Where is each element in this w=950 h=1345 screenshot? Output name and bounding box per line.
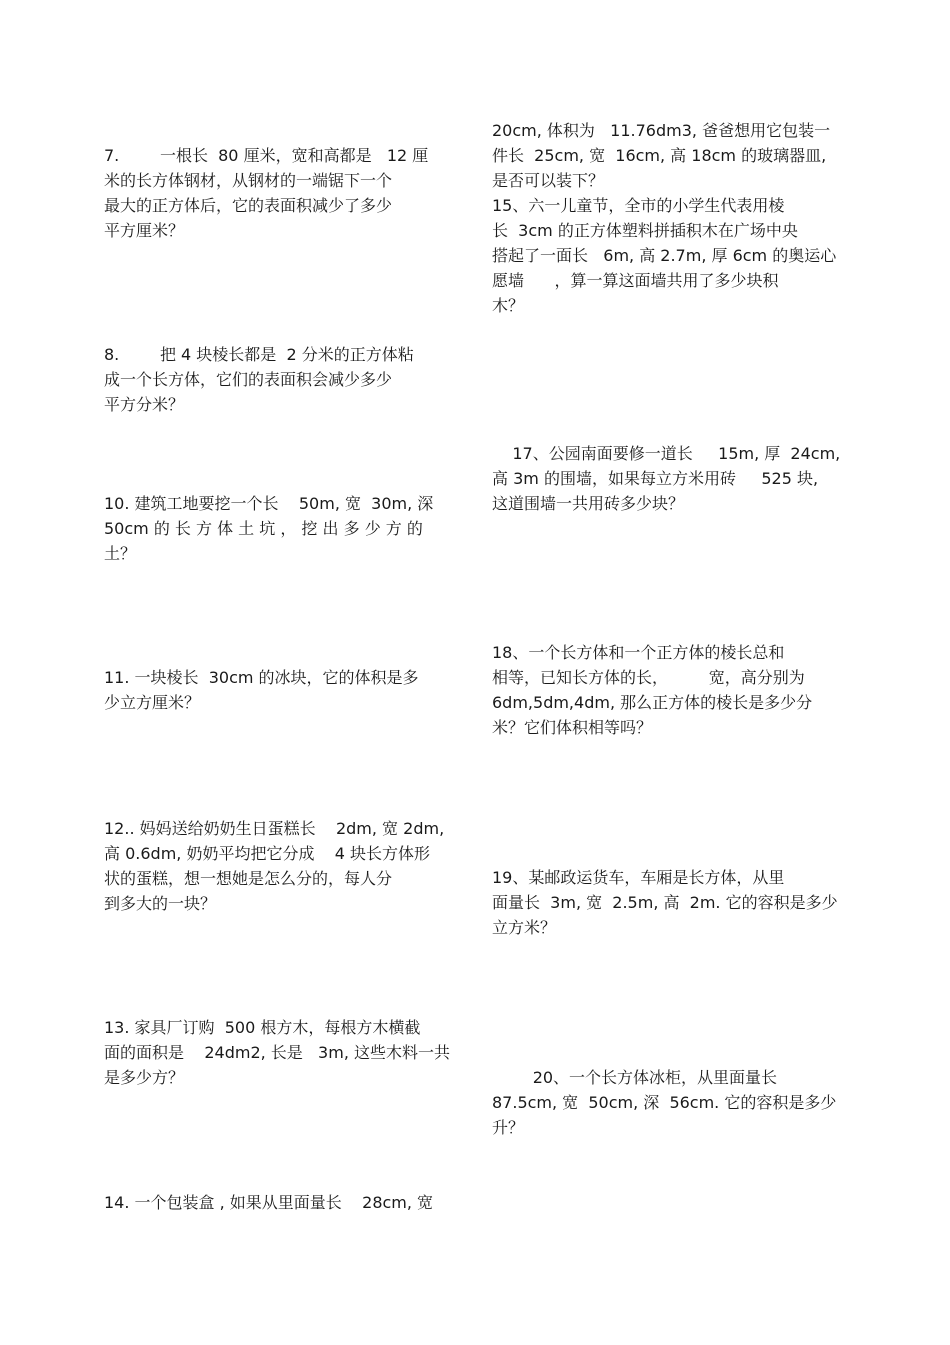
problem-line: 这道围墙一共用砖多少块？ <box>492 494 685 513</box>
problem-13 <box>104 1015 464 1090</box>
problem-line: 面的面积是 24dm2, 长是 3m, 这些木料一共 <box>104 1043 450 1062</box>
problem-line: 是否可以装下？ <box>492 171 605 190</box>
problem-line: 6dm,5dm,4dm, 那么正方体的棱长是多少分 <box>492 693 813 712</box>
problem-line: 8. 把 4 块棱长都是 2 分米的正方体粘 <box>104 345 414 364</box>
problem-18 <box>492 640 852 740</box>
problem-line: 14. 一个包装盒 , 如果从里面量长 28cm, 宽 <box>104 1193 434 1212</box>
problem-line: 件长 25cm, 宽 16cm, 高 18cm 的玻璃器皿, <box>492 146 827 165</box>
problem-line: 到多大的一块？ <box>104 894 217 913</box>
problem-12 <box>104 816 464 916</box>
problem-line: 18、一个长方体和一个正方体的棱长总和 <box>492 643 785 662</box>
problem-line: 平方厘米？ <box>104 221 185 240</box>
problem-line: 12.. 妈妈送给奶奶生日蛋糕长 2dm, 宽 2dm, <box>104 819 445 838</box>
problem-line: 立方米？ <box>492 918 557 937</box>
problem-line: 7. 一根长 80 厘米，宽和高都是 12 厘 <box>104 146 429 165</box>
problem-line: 米？它们体积相等吗？ <box>492 718 653 737</box>
problem-line: 11. 一块棱长 30cm 的冰块，它的体积是多 <box>104 668 419 687</box>
problem-14 <box>104 1190 464 1215</box>
problem-14-continued <box>492 118 852 193</box>
problem-line: 50cm 的 长 方 体 土 坑 ， 挖 出 多 少 方 的 <box>104 519 423 538</box>
problem-10 <box>104 491 464 566</box>
problem-line: 长 3cm 的正方体塑料拼插积木在广场中央 <box>492 221 798 240</box>
problem-line: 成一个长方体，它们的表面积会减少多少 <box>104 370 393 389</box>
problem-line: 15、六一儿童节，全市的小学生代表用棱 <box>492 196 785 215</box>
problem-line: 高 0.6dm, 奶奶平均把它分成 4 块长方体形 <box>104 844 431 863</box>
problem-15 <box>492 193 852 318</box>
problem-line: 面量长 3m, 宽 2.5m, 高 2m. 它的容积是多少 <box>492 893 838 912</box>
problem-line: 87.5cm, 宽 50cm, 深 56cm. 它的容积是多少 <box>492 1093 837 1112</box>
problem-line: 相等，已知长方体的长， 宽，高分别为 <box>492 668 805 687</box>
problem-line: 状的蛋糕，想一想她是怎么分的，每人分 <box>104 869 393 888</box>
problem-line: 平方分米？ <box>104 395 185 414</box>
problem-20 <box>492 1065 852 1140</box>
problem-line: 高 3m 的围墙，如果每立方米用砖 525 块, <box>492 469 819 488</box>
problem-line: 17、公园南面要修一道长 15m, 厚 24cm, <box>492 444 841 463</box>
problem-line: 20、一个长方体冰柜，从里面量长 <box>492 1068 778 1087</box>
problem-19 <box>492 865 852 940</box>
problem-line: 19、某邮政运货车，车厢是长方体，从里 <box>492 868 785 887</box>
problem-line: 米的长方体钢材，从钢材的一端锯下一个 <box>104 171 393 190</box>
problem-line: 少立方厘米？ <box>104 693 201 712</box>
problem-line: 10. 建筑工地要挖一个长 50m, 宽 30m, 深 <box>104 494 434 513</box>
problem-7 <box>104 143 464 243</box>
problem-line: 搭起了一面长 6m, 高 2.7m, 厚 6cm 的奥运心 <box>492 246 837 265</box>
problem-line: 最大的正方体后，它的表面积减少了多少 <box>104 196 393 215</box>
problem-11 <box>104 665 464 715</box>
problem-line: 土？ <box>104 544 137 563</box>
problem-line: 13. 家具厂订购 500 根方木，每根方木横截 <box>104 1018 421 1037</box>
problem-line: 20cm, 体积为 11.76dm3, 爸爸想用它包装一 <box>492 121 831 140</box>
problem-8 <box>104 342 464 417</box>
problem-line: 木？ <box>492 296 525 315</box>
problem-line: 是多少方？ <box>104 1068 185 1087</box>
problem-line: 升？ <box>492 1118 525 1137</box>
problem-17 <box>492 441 852 516</box>
problem-line: 愿墙 ，算一算这面墙共用了多少块积 <box>492 271 779 290</box>
